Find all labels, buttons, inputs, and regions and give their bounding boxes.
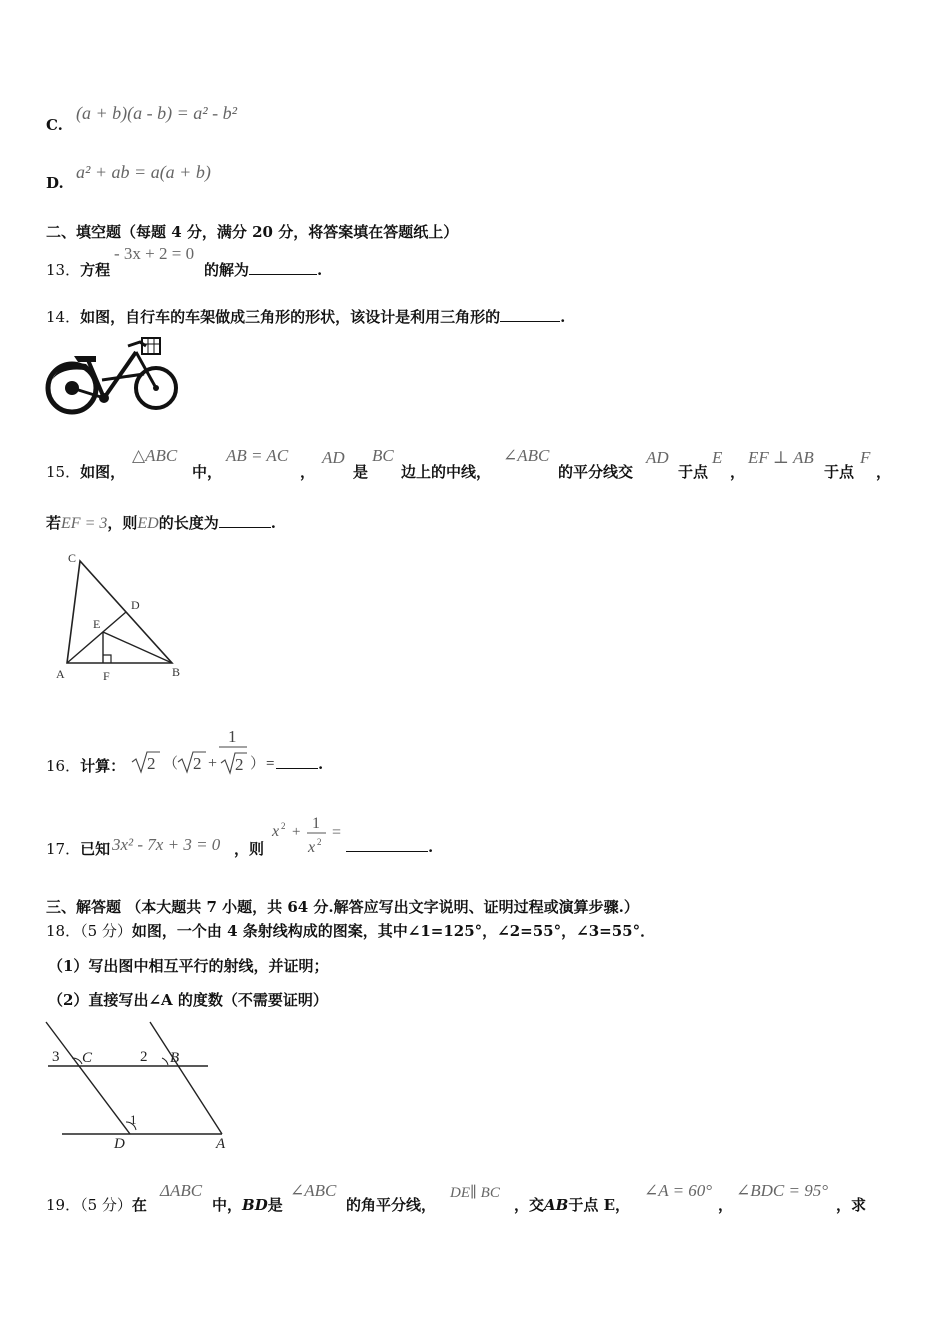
q15-text-2: 中，: [192, 463, 223, 481]
option-d-formula: a² + ab = a(a + b): [76, 162, 211, 182]
q13-tail: [204, 259, 322, 280]
q19-triangle-abc: ΔABC: [160, 1181, 203, 1200]
q19-segment-2: [514, 1194, 630, 1215]
q15-line2: [46, 512, 276, 533]
q15-fig-label-f: F: [103, 669, 110, 683]
bicycle-image: [44, 334, 180, 416]
q16-close-paren: ）: [250, 756, 266, 772]
q18-fig-label-2: 2: [140, 1049, 148, 1065]
q15-triangle-abc: △ABC: [132, 446, 178, 465]
q17-text-a: 已知: [80, 840, 111, 858]
q18-fig-label-1: 1: [130, 1112, 137, 1127]
q16-fraction-numerator: 1: [228, 727, 237, 746]
q14-end: .: [560, 308, 566, 326]
q17-tail: [346, 838, 433, 856]
q18-part1: （1）写出图中相互平行的射线，并证明；: [48, 957, 329, 975]
q15-text-3: ，: [300, 463, 316, 481]
q15-number-intro: [46, 461, 125, 482]
option-c-formula: (a + b)(a - b) = a² - b²: [76, 103, 238, 123]
q19-ab: AB: [544, 1196, 569, 1214]
q13-answer-blank[interactable]: [249, 262, 317, 275]
q18-text: 如图，一个由 4 条射线构成的图案，其中∠1=125°，∠2=55°，∠3=55°．: [131, 922, 656, 940]
q13-text-a: 方程: [80, 261, 111, 279]
q15-text-4: 是: [353, 463, 369, 481]
q18-line: [46, 920, 655, 941]
q19-text-6: 于点 E，: [568, 1196, 630, 1214]
q15-ab-eq-ac: AB = AC: [226, 446, 289, 465]
q17-fraction-numerator: 1: [312, 815, 320, 832]
q15-ef-eq-3: EF = 3: [61, 515, 108, 532]
q15-text-7: 于点: [678, 463, 709, 481]
option-c-label: C.: [46, 116, 63, 134]
q18-number: 18．: [46, 922, 81, 940]
section3-heading: 三、解答题 （本大题共 7 小题，共 64 分.解答应写出文字说明、证明过程或演算步骤.）: [46, 898, 639, 916]
q16-intro: [46, 755, 125, 776]
q17-fraction-denominator-x: x: [308, 839, 316, 856]
q19-de-parallel-bc: DE∥ BC: [450, 1185, 500, 1201]
q15-bc: BC: [372, 446, 394, 465]
q19-text-2: 中，: [212, 1196, 243, 1214]
q18-rays-figure: [44, 1018, 244, 1154]
q17-end: .: [428, 838, 434, 856]
q16-sqrt-value-2: 2: [193, 754, 202, 773]
q15-e: E: [712, 448, 723, 467]
q19-score: （5 分）: [80, 1196, 132, 1214]
q16-end: .: [318, 755, 324, 773]
section2-heading: 二、填空题（每题 4 分，满分 20 分，将答案填在答题纸上）: [46, 223, 459, 241]
q15-number: 15．: [46, 463, 81, 481]
q15-end: .: [270, 514, 276, 532]
q13-number: 13．: [46, 261, 81, 279]
q18-fig-label-d: D: [114, 1136, 125, 1152]
q15-triangle-figure: [48, 546, 198, 686]
q19-number: 19．: [46, 1196, 81, 1214]
q15-f: F: [860, 448, 871, 467]
q15-line2-text-a: 若: [46, 514, 62, 532]
q17-denominator-exponent: 2: [317, 837, 322, 847]
q19-text-8: ，求: [836, 1196, 867, 1214]
q14-answer-blank[interactable]: [500, 309, 560, 322]
q15-fig-label-c: C: [68, 551, 77, 565]
q15-answer-blank[interactable]: [219, 515, 271, 528]
q16-equals: =: [266, 756, 275, 772]
q19-intro: [46, 1194, 147, 1215]
q19-angle-bdc: ∠BDC = 95°: [736, 1181, 829, 1200]
q17-equation: 3x² - 7x + 3 = 0: [112, 835, 221, 854]
q17-equals: =: [332, 824, 342, 841]
q19-text-4: 的角平分线，: [346, 1196, 437, 1214]
q17-plus: +: [292, 824, 301, 840]
q19-bd: BD: [242, 1196, 268, 1214]
q14-text: 如图，自行车的车架做成三角形的形状，该设计是利用三角形的: [80, 308, 501, 326]
q15-fig-label-a: A: [56, 667, 65, 681]
q13-end: .: [317, 261, 323, 279]
q18-fig-label-3: 3: [52, 1049, 60, 1065]
q15-ed: ED: [137, 515, 159, 532]
q17-expression: [270, 808, 350, 860]
q15-fig-label-e: E: [93, 617, 101, 631]
q13-equation: - 3x + 2 = 0: [114, 244, 195, 263]
q19-text-3: 是: [267, 1196, 283, 1214]
q19-text-7: ，: [718, 1196, 734, 1214]
q15-line2-text-b: ，则: [107, 514, 138, 532]
q18-score: （5 分）: [80, 922, 132, 940]
q15-text-8: ，: [730, 463, 746, 481]
q15-fig-label-d: D: [131, 598, 140, 612]
q16-open-paren: （: [163, 756, 179, 772]
q17-x: x: [272, 823, 280, 840]
q15-angle-abc: ∠ABC: [503, 446, 550, 465]
q17-answer-blank[interactable]: [346, 839, 428, 852]
q16-sqrt-value-3: 2: [235, 755, 244, 774]
q15-text-1: 如图，: [80, 463, 126, 481]
q17-intro: [46, 838, 110, 859]
q15-text-5: 边上的中线，: [401, 463, 492, 481]
q16-sqrt-value: 2: [147, 754, 156, 773]
q17-number: 17．: [46, 840, 81, 858]
q16-answer-blank[interactable]: [276, 756, 318, 769]
q17-x-exponent: 2: [281, 821, 286, 831]
q19-angle-a: ∠A = 60°: [644, 1181, 713, 1200]
q18-fig-label-b: B: [170, 1050, 180, 1066]
q15-line2-text-c: 的长度为: [158, 514, 219, 532]
q13-text-b: 的解为: [204, 261, 250, 279]
q16-number: 16．: [46, 757, 81, 775]
q13-line: [46, 259, 110, 280]
q14-line: [46, 306, 565, 327]
q18-fig-label-c: C: [82, 1050, 93, 1066]
q18-part2: （2）直接写出∠A 的度数（不需要证明）: [48, 991, 328, 1009]
q15-ad: AD: [322, 448, 345, 467]
q19-text-1: 在: [131, 1196, 147, 1214]
q16-text: 计算：: [80, 757, 126, 775]
q14-number: 14．: [46, 308, 81, 326]
q19-angle-abc: ∠ABC: [290, 1181, 337, 1200]
q19-text-5: ，交: [514, 1196, 545, 1214]
q19-segment: [212, 1194, 283, 1215]
q16-expression: [130, 722, 330, 782]
q15-ad-2: AD: [646, 448, 669, 467]
q16-plus: +: [208, 755, 218, 772]
q15-text-9: 于点: [824, 463, 855, 481]
q17-text-b: ，则: [234, 840, 265, 858]
q15-fig-label-b: B: [172, 665, 181, 679]
q15-text-6: 的平分线交: [558, 463, 634, 481]
q16-tail: [276, 755, 323, 773]
q15-text-10: ，: [876, 463, 892, 481]
option-d-label: D.: [46, 174, 64, 192]
q18-fig-label-a: A: [216, 1136, 226, 1152]
q15-ef-perp-ab: EF ⊥ AB: [748, 448, 814, 467]
